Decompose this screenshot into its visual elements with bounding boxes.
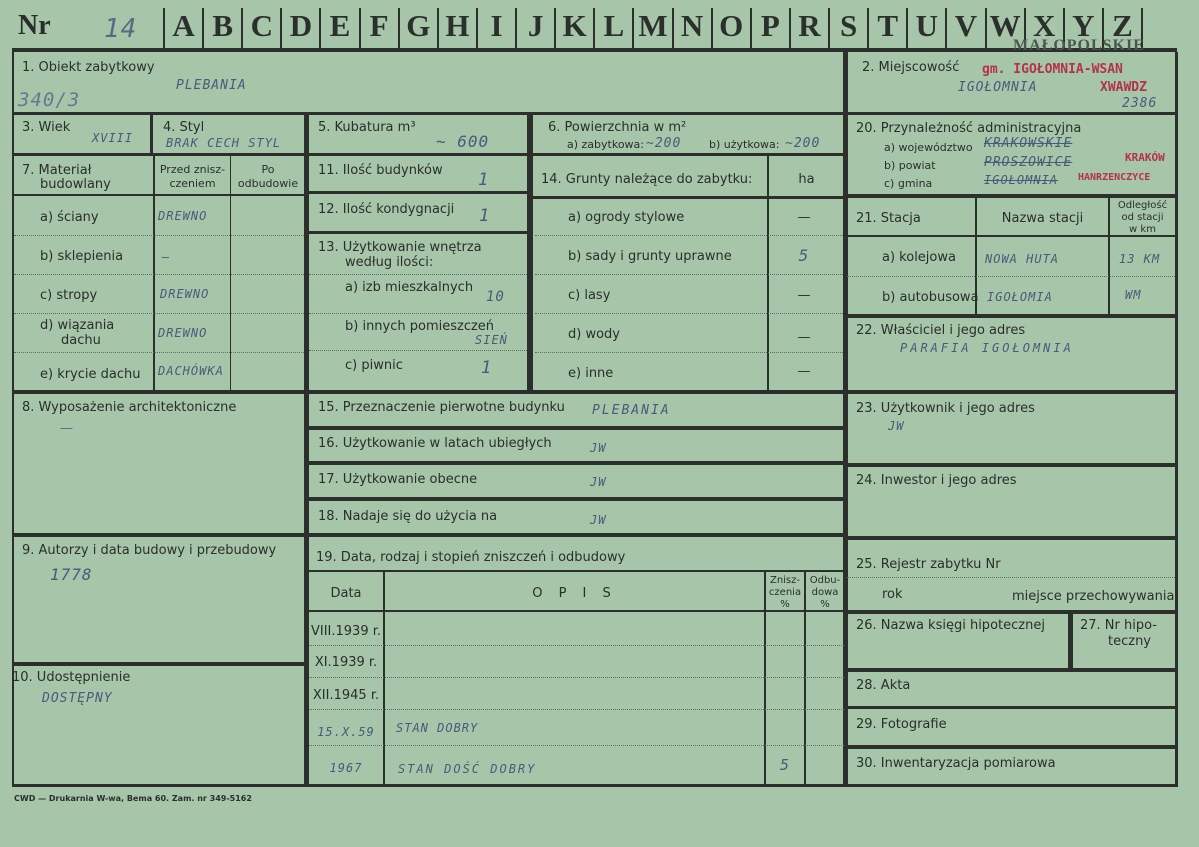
grunty-row-label: e) inne (568, 366, 614, 381)
field-13-b-value: SIEŃ (475, 333, 508, 347)
index-separator (985, 8, 987, 48)
grunty-rule (535, 274, 843, 275)
table19-row-desc: STAN DOŚĆ DOBRY (398, 762, 537, 776)
rule-row3 (12, 153, 846, 156)
field-21-label: 21. Stacja (856, 211, 921, 226)
field-8-label: 8. Wyposażenie architektoniczne (22, 400, 237, 415)
index-separator (437, 8, 439, 48)
nr-value: 14 (104, 14, 138, 44)
rule-row1 (12, 112, 1178, 115)
table19-row (309, 677, 844, 678)
field-20-c-label: c) gmina (884, 177, 933, 190)
rule-25a (847, 577, 1175, 578)
mat-row-value: DREWNO (158, 326, 208, 340)
mat-header-rule (12, 194, 305, 196)
mat-rule (14, 313, 304, 314)
rule-23 (845, 463, 1178, 467)
grunty-rule (535, 313, 843, 314)
index-letter-k: K (562, 8, 587, 43)
index-letter-s: S (839, 8, 858, 43)
index-letter-f: F (369, 8, 389, 43)
index-letter-p: P (760, 8, 780, 43)
field-21-a-dist: 13 KM (1119, 252, 1161, 266)
rule-21 (845, 314, 1178, 318)
field-20-a-label: a) województwo (884, 141, 973, 154)
rule-12 (308, 231, 528, 234)
table19-row-date: 1967 (329, 761, 363, 775)
index-separator (828, 8, 830, 48)
column-divider-right (843, 52, 848, 786)
grunty-row-label: b) sady i grunty uprawne (568, 249, 732, 264)
field-6-sub-a: a) zabytkowa: (567, 138, 644, 151)
rule-17 (308, 497, 845, 501)
field-1-ref: 340/3 (18, 89, 81, 111)
index-separator (515, 8, 517, 48)
table19-col-rebuild-3: % (820, 599, 830, 610)
rule-26 (845, 668, 1178, 672)
index-letter-w: W (989, 8, 1021, 43)
station-row (847, 276, 1175, 277)
field-6-sub-b-value: ~200 (785, 136, 821, 151)
field-21-a-name: NOWA HUTA (985, 252, 1060, 266)
rule-15 (308, 426, 845, 430)
index-letter-z: Z (1112, 8, 1133, 43)
field-14-label: 14. Grunty należące do zabytku: (541, 172, 753, 187)
table19-col-destr-1: Znisz- (769, 575, 801, 586)
field-21-b-dist: WM (1125, 288, 1142, 302)
nr-label: Nr (18, 10, 51, 41)
field-20-b-label: b) powiat (884, 159, 936, 172)
col-26-27 (1068, 612, 1073, 670)
field-26-label: 26. Nazwa księgi hipotecznej (856, 618, 1045, 633)
field-2-label: 2. Miejscowość (862, 60, 960, 75)
field-7-col-after-2: odbudowie (237, 177, 299, 190)
field-16-label: 16. Użytkowanie w latach ubiegłych (318, 436, 552, 451)
index-letter-l: L (603, 8, 625, 43)
table19-col-destr-3: % (780, 599, 790, 610)
field-6-sub-b: b) użytkowa: (709, 138, 780, 151)
field-18-value: JW (590, 513, 607, 527)
field-25-label: 25. Rejestr zabytku Nr (856, 557, 1001, 572)
index-letter-a: A (172, 8, 195, 43)
table19-col-destr-2: czenia (768, 587, 802, 598)
col-sep-wiek (150, 114, 153, 154)
index-letter-u: U (915, 8, 939, 43)
header-rule (12, 48, 1177, 52)
rule-13a (309, 313, 527, 314)
index-separator (554, 8, 556, 48)
index-letter-i: I (490, 8, 503, 43)
index-letter-j: J (527, 8, 544, 43)
field-20-label: 20. Przynależność administracyjna (856, 121, 1082, 136)
field-18-label: 18. Nadaje się do użycia na (318, 509, 498, 524)
field-15-value: PLEBANIA (592, 403, 671, 418)
field-12-value: 1 (479, 206, 491, 226)
mat-row-label: dachu (61, 333, 101, 348)
field-7-label-1: 7. Materiał (22, 163, 92, 178)
index-separator (867, 8, 869, 48)
mat-row-label: b) sklepienia (40, 249, 124, 264)
table19-row-date: XII.1945 r. (312, 688, 380, 703)
printer-footer: CWD — Drukarnia W-wa, Bema 60. Zam. nr 349-5162 (14, 794, 252, 803)
table19-col-rebuild-1: Odbu- (809, 575, 841, 586)
table19-row-date: 15.X.59 (317, 725, 375, 739)
index-separator (319, 8, 321, 48)
index-separator (593, 8, 595, 48)
rule-14 (533, 196, 845, 199)
field-1-value: PLEBANIA (176, 78, 247, 93)
index-separator (789, 8, 791, 48)
rule-13b (309, 350, 527, 351)
index-letter-d: D (289, 8, 313, 43)
field-2-number: 2386 (1122, 96, 1158, 111)
field-23-label: 23. Użytkownik i jego adres (856, 401, 1035, 416)
field-17-value: JW (590, 475, 607, 489)
index-letter-t: T (877, 8, 899, 43)
index-letter-v: V (954, 8, 978, 43)
field-7-label-2: budowlany (40, 177, 111, 192)
field-3-label: 3. Wiek (22, 120, 71, 135)
grunty-row-value: 5 (798, 246, 810, 265)
field-23-value: JW (888, 419, 905, 433)
field-2-value: IGOŁOMNIA (958, 80, 1038, 95)
field-13-c-value: 1 (481, 358, 493, 378)
field-13-c-label: c) piwnic (345, 358, 403, 373)
field-9-label: 9. Autorzy i data budowy i przebudowy (22, 543, 277, 558)
field-5-value: ~ 600 (436, 132, 490, 151)
rule-20 (845, 194, 1178, 198)
field-30-label: 30. Inwentaryzacja pomiarowa (856, 756, 1056, 771)
field-21-b-label: b) autobusowa (882, 290, 979, 305)
index-separator (163, 8, 165, 48)
rule-25 (845, 610, 1178, 614)
field-21-b-name: IGOŁOMIA (987, 290, 1053, 304)
mat-rule (14, 274, 304, 275)
field-21-a-label: a) kolejowa (882, 250, 956, 265)
mat-rule (14, 352, 304, 353)
field-13-a-value: 10 (486, 289, 505, 305)
field-8-value: — (60, 421, 73, 436)
field-27-label-2: teczny (1108, 634, 1151, 649)
mat-row-label: e) krycie dachu (40, 367, 141, 382)
rule-11 (308, 191, 528, 194)
index-letter-g: G (406, 8, 431, 43)
index-letter-m: M (638, 8, 668, 43)
field-20-b-red: KRAKÓW (1125, 151, 1165, 164)
field-7-col-before-1: Przed znisz- (159, 163, 226, 176)
grunty-row-value: — (797, 364, 811, 379)
mat-row-value: DREWNO (158, 209, 208, 223)
field-21-col-dist-2: od stacji (1121, 212, 1164, 223)
grunty-row-value: — (797, 288, 811, 303)
index-separator (359, 8, 361, 48)
field-13-label-1: 13. Użytkowanie wnętrza (318, 240, 482, 255)
grunty-rule (535, 352, 843, 353)
field-22-value: PARAFIA IGOŁOMNIA (900, 341, 1074, 355)
field-3-value: XVIII (92, 131, 134, 145)
index-separator (398, 8, 400, 48)
table19-row-date: VIII.1939 r. (310, 624, 382, 639)
index-letter-o: O (719, 8, 744, 43)
field-4-label: 4. Styl (163, 120, 205, 135)
field-10-value: DOSTĘPNY (42, 691, 113, 706)
rule-16 (308, 461, 845, 465)
index-separator (632, 8, 634, 48)
field-12-label: 12. Ilość kondygnacji (318, 202, 455, 217)
field-10-label: 10. Udostępnienie (12, 670, 131, 685)
grunty-row-label: c) lasy (568, 288, 611, 303)
field-13-label-2: według ilości: (345, 255, 434, 270)
index-separator (476, 8, 478, 48)
field-21-col-dist-3: w km (1129, 224, 1156, 235)
index-separator (672, 8, 674, 48)
field-19-label: 19. Data, rodzaj i stopień zniszczeń i odbudowy (316, 550, 626, 565)
field-7-col-after-1: Po (261, 163, 275, 176)
field-21-col-dist-1: Odległość (1117, 200, 1168, 211)
field-1-label: 1. Obiekt zabytkowy (22, 60, 155, 75)
grunty-row-value: — (797, 330, 811, 345)
grunty-row-value: — (797, 210, 811, 225)
mat-row-label: d) wiązania (40, 318, 115, 333)
frame-right (1175, 52, 1178, 786)
field-25-miejsce: miejsce przechowywania (1012, 589, 1175, 604)
index-separator (750, 8, 752, 48)
field-20-c-value: IGOŁOMNIA (984, 173, 1059, 187)
index-letter-r: R (798, 8, 821, 43)
field-14-unit: ha (798, 172, 815, 187)
field-13-a-label: a) izb mieszkalnych (345, 280, 474, 295)
table19-row (309, 745, 844, 746)
field-29-label: 29. Fotografie (856, 717, 947, 732)
field-7-col-before-2: czeniem (169, 177, 216, 190)
index-separator (280, 8, 282, 48)
mat-row-value: DREWNO (160, 287, 210, 301)
field-17-label: 17. Użytkowanie obecne (318, 472, 478, 487)
field-16-value: JW (590, 441, 607, 455)
field-6-sub-a-value: ~200 (646, 136, 682, 151)
field-9-value: 1778 (50, 565, 93, 584)
field-28-label: 28. Akta (856, 678, 911, 693)
field-4-value: BRAK CECH STYL (166, 136, 282, 150)
rule-29 (845, 745, 1178, 749)
mat-rule (14, 235, 304, 236)
field-13-b-label: b) innych pomieszczeń (345, 319, 495, 334)
table19-row (309, 709, 844, 710)
grunty-row-label: d) wody (568, 327, 620, 342)
table19-row-destr: 5 (779, 756, 791, 774)
index-separator (945, 8, 947, 48)
mat-row-value: — (162, 250, 171, 264)
rule-18 (12, 533, 846, 537)
rule-9 (12, 662, 305, 666)
field-20-a-value: KRAKOWSKIE (984, 136, 1073, 151)
field-25-rok: rok (882, 587, 903, 602)
field-22-label: 22. Właściciel i jego adres (856, 323, 1026, 338)
table19-col-rebuild-2: dowa (811, 587, 839, 598)
mat-row-label: a) ściany (40, 210, 99, 225)
field-5-label: 5. Kubatura m³ (318, 120, 416, 135)
rule-13 (309, 274, 527, 275)
rule-bottom (12, 784, 1178, 787)
field-2-red-annotation-2: XWAWDZ (1100, 80, 1147, 95)
rule-row8 (12, 390, 846, 394)
field-20-b-value: PROSZOWICE (984, 155, 1073, 170)
table19-row-desc: STAN DOBRY (396, 721, 479, 735)
index-letter-h: H (445, 8, 470, 43)
index-letter-e: E (329, 8, 351, 43)
index-letter-b: B (212, 8, 233, 43)
index-separator (241, 8, 243, 48)
region-stamp: MAŁOPOLSKIE (1013, 37, 1145, 54)
table19-col-desc: O P I S (532, 586, 617, 601)
index-letter-x: X (1032, 8, 1056, 43)
field-20-c-red: HANRZENCZYCE (1078, 172, 1151, 183)
field-24-label: 24. Inwestor i jego adres (856, 473, 1017, 488)
index-letter-y: Y (1072, 8, 1095, 43)
grunty-rule (535, 235, 843, 236)
field-15-label: 15. Przeznaczenie pierwotne budynku (318, 400, 565, 415)
mat-row-label: c) stropy (40, 288, 98, 303)
index-letter-n: N (680, 8, 704, 43)
field-11-label: 11. Ilość budynków (318, 163, 443, 178)
field-6-label: 6. Powierzchnia w m² (548, 120, 687, 135)
mat-row-value: DACHÓWKA (158, 364, 224, 378)
table19-col-date: Data (330, 586, 362, 601)
rule-22 (845, 390, 1178, 394)
rule-28 (845, 706, 1178, 709)
index-letter-c: C (250, 8, 273, 43)
index-separator (711, 8, 713, 48)
rule-24 (845, 536, 1178, 540)
field-21-col-name: Nazwa stacji (1001, 211, 1084, 226)
table19-col1 (383, 572, 385, 786)
table19-row-date: XI.1939 r. (314, 655, 378, 670)
field-11-value: 1 (478, 170, 490, 190)
index-separator (202, 8, 204, 48)
field-27-label-1: 27. Nr hipo- (1080, 618, 1157, 633)
field-2-red-annotation: gm. IGOŁOMNIA-WSAN (982, 62, 1123, 77)
index-separator (906, 8, 908, 48)
table19-row (309, 645, 844, 646)
grunty-row-label: a) ogrody stylowe (568, 210, 685, 225)
